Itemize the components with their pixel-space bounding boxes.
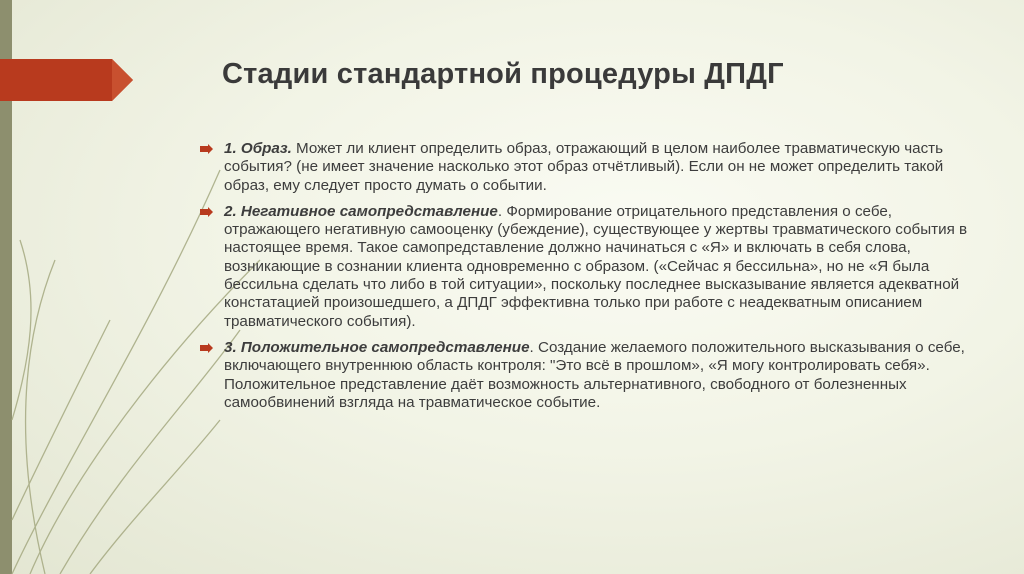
arrow-bullet-icon (200, 207, 213, 217)
arrow-bullet-icon (200, 343, 213, 353)
slide-title: Стадии стандартной процедуры ДПДГ (222, 58, 784, 90)
item-heading: 1. Образ. (224, 140, 292, 157)
arrow-bullet-icon (200, 144, 213, 154)
list-item (200, 339, 980, 412)
item-heading: 2. Негативное самопредставление (224, 202, 498, 220)
item-text: . Создание желаемого положительного высказывания о себе, включающего внутреннюю область контроля: "Это всё в прошлом», «Я могу контролировать себя». Положительное представление даёт возможность альтернативного, свободного от болезненных самообвинений взгляда на травматическое событие. (224, 338, 965, 411)
list-item (200, 203, 980, 331)
item-text: . Формирование отрицательного представления о себе, отражающего негативную самооценку (убеждение), существующее у жертвы травматического события в настоящее время. Такое самопредставление должно начинаться с «Я» и включать в себя слова, возникающие в сознании клиента одновременно с образом. («Сейчас я бессильна», но не «Я была бессильна сделать что либо в той ситуации», поскольку последнее высказывание является адекватной констатацией произошедшего, а ДПДГ эффективна только при работе с неадекватным описанием травматического события). (224, 202, 968, 330)
item-heading: 3. Положительное самопредставление (224, 338, 530, 356)
title-arrow-banner (0, 0, 140, 200)
item-text: Может ли клиент определить образ, отражающий в целом наиболее травматическую часть события? (не имеет значение насколько этот образ отчётливый). Если он не может определить такой образ, ему следует просто думать о событии. (224, 140, 944, 194)
content-list (200, 140, 980, 420)
list-item (200, 140, 980, 195)
